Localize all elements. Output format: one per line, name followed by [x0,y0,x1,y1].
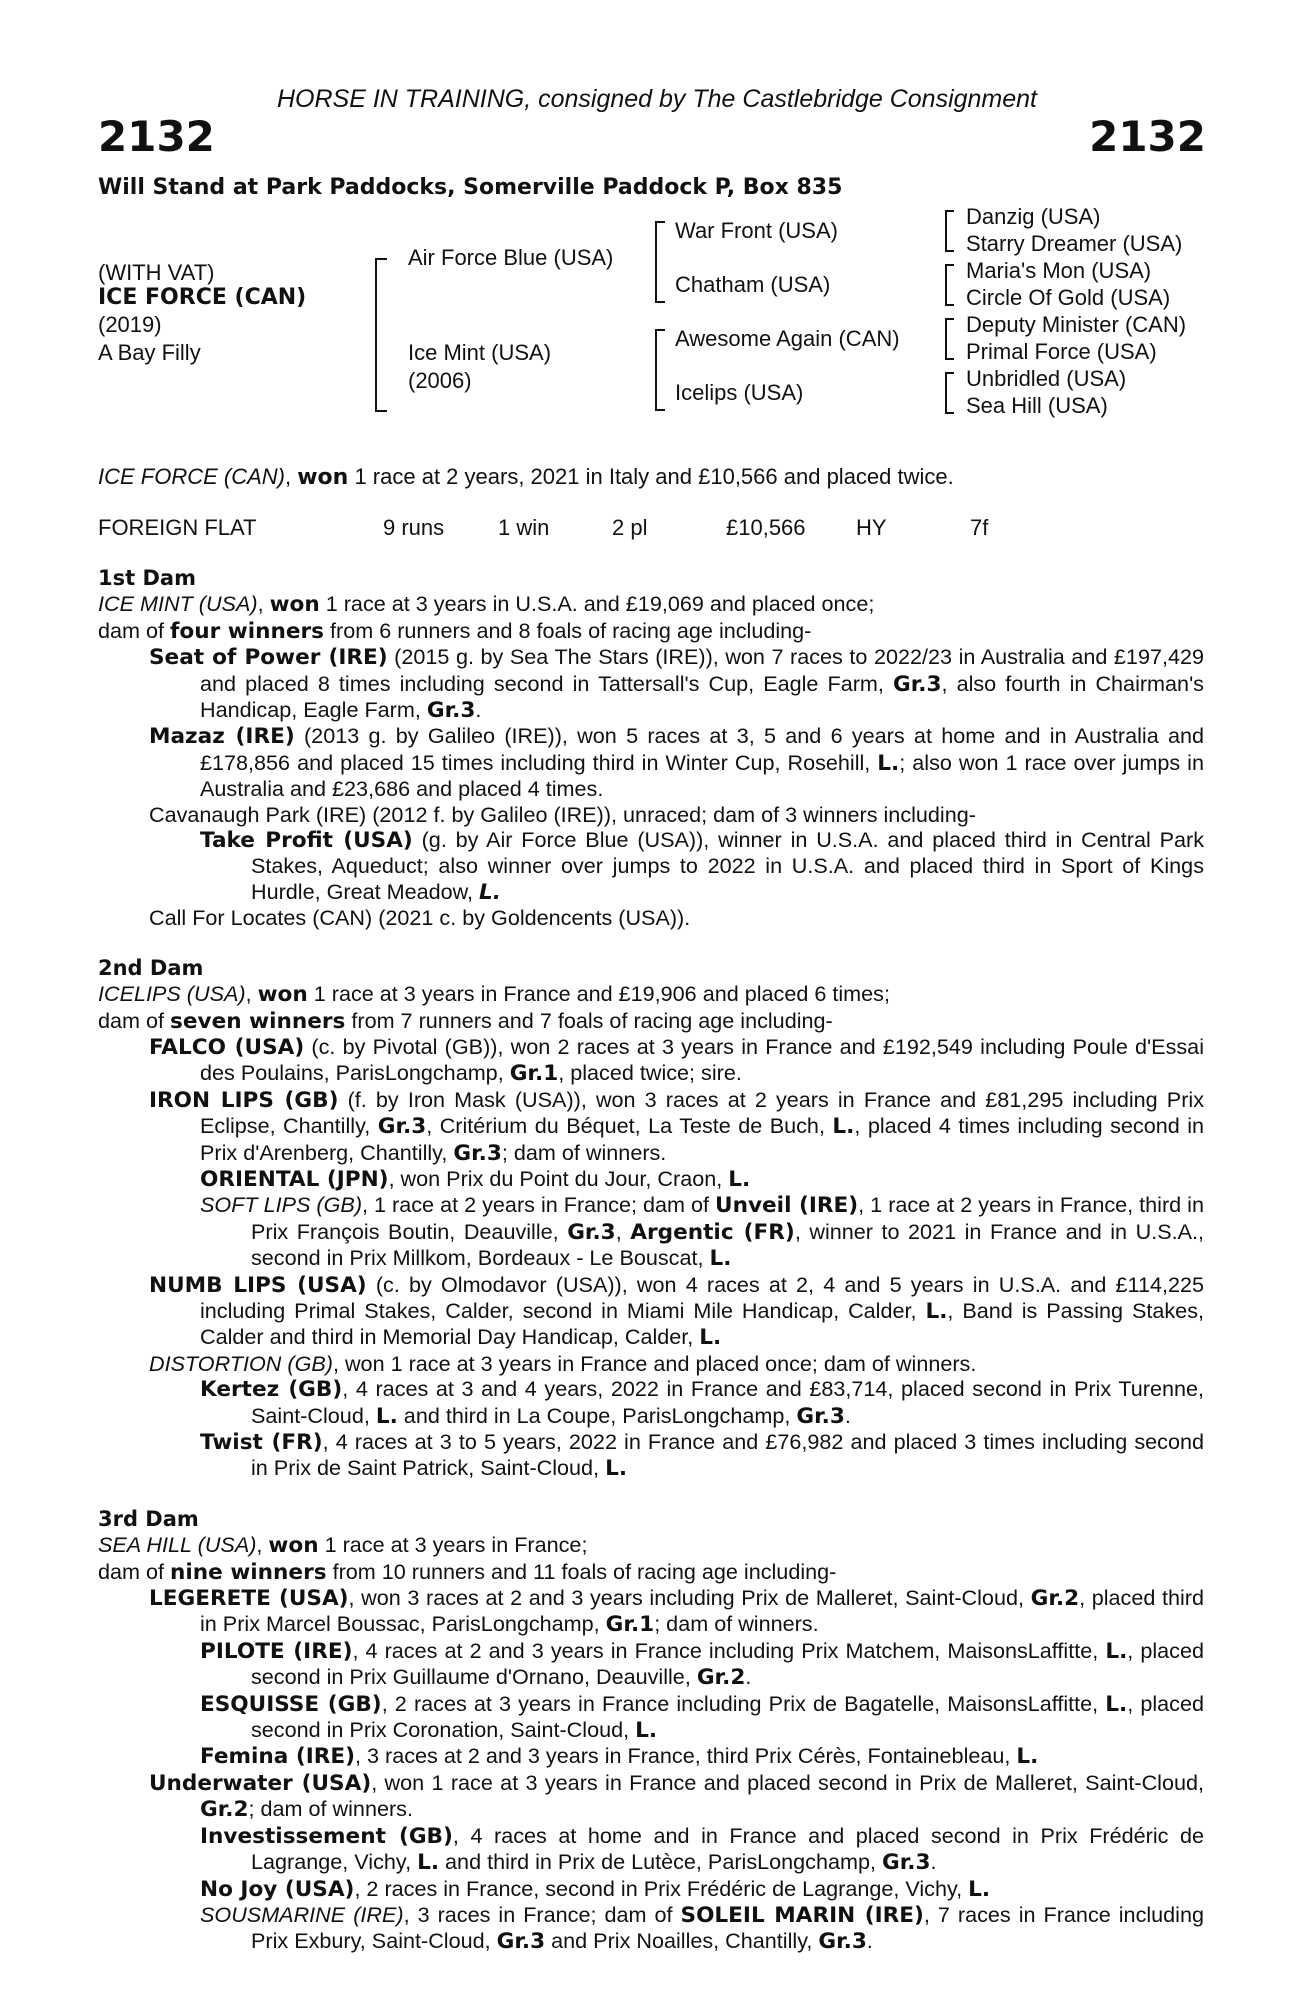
ped-sdd: Circle Of Gold (USA) [966,285,1171,310]
ped-ssd: Starry Dreamer (USA) [966,231,1183,256]
produce-entry: Underwater (USA), won 1 race at 3 years in France and placed second in Prix de Malleret, Saint-Cloud, Gr.2; dam of winners. [149,1769,1205,1823]
first-dam-heading: 1st Dam [98,566,196,590]
produce-entry: No Joy (USA), 2 races in France, second in Prix Frédéric de Lagrange, Vichy, L. [200,1875,991,1902]
produce-entry: FALCO (USA) (c. by Pivotal (GB)), won 2 races at 3 years in France and £192,549 including Poule d'Essai des Poulains, ParisLongchamp, Gr.1, placed twice; sire. [149,1033,1204,1087]
sire-sire: War Front (USA) [675,218,838,243]
race-summary: ICE FORCE (CAN), won 1 race at 2 years, 2021 in Italy and £10,566 and placed twice. [98,464,954,490]
produce-entry: SOUSMARINE (IRE), 3 races in France; dam of SOLEIL MARIN (IRE), 7 races in France including Prix Exbury, Saint-Cloud, Gr.3 and Prix Noailles, Chantilly, Gr.3. [200,1901,1204,1955]
produce-entry: Take Profit (USA) (g. by Air Force Blue (USA)), winner in U.S.A. and placed third in Central Park Stakes, Aqueduct; also winner over jumps to 2022 in U.S.A. and placed third in Sport of Kings Hurdle, Great Meadow, L. [200,827,1204,905]
second-dam-heading: 2nd Dam [98,955,204,980]
produce-entry: Kertez (GB), 4 races at 3 and 4 years, 2022 in France and £83,714, placed second in Prix Turenne, Saint-Cloud, L. and third in La Coupe, ParisLongchamp, Gr.3. [200,1376,1205,1429]
stat-going: HY [856,515,887,540]
produce-entry: SOFT LIPS (GB), 1 race at 2 years in France; dam of Unveil (IRE), 1 race at 2 years in France, third in Prix François Boutin, Deauville, Gr.3, Argentic (FR), winner to 2021 in France and in U.S.A., second in Prix Millkom, Bordeaux - Le Bouscat, L. [200,1192,1205,1272]
lot-number-right: 2132 [1089,112,1206,161]
brace-g4 [945,372,954,414]
first-dam-section [98,566,1204,931]
first-dam-produce: dam of four winners from 6 runners and 8 foals of racing age including- [98,617,812,644]
produce-entry: Investissement (GB), 4 races at home and in France and placed second in Prix Frédéric de Lagrange, Vichy, L. and third in Prix de Lutèce, ParisLongchamp, Gr.3. [200,1822,1204,1876]
produce-entry: DISTORTION (GB), won 1 race at 3 years in France and placed once; dam of winners. [149,1350,977,1376]
sire-brace [655,221,665,303]
brace-g1 [945,210,954,252]
third-dam-line: SEA HILL (USA), won 1 race at 3 years in France; [98,1532,588,1559]
stat-earnings: £10,566 [726,515,806,540]
produce-entry: ESQUISSE (GB), 2 races at 3 years in France including Prix de Bagatelle, MaisonsLaffitte, L., placed second in Prix Coronation, Saint-Cloud, L. [200,1690,1204,1744]
third-dam-heading: 3rd Dam [98,1506,199,1531]
sire-dam: Chatham (USA) [675,272,831,297]
stat-wins: 1 win [498,515,550,540]
produce-entry: LEGERETE (USA), won 3 races at 2 and 3 years including Prix de Malleret, Saint-Cloud, Gr.2, placed third in Prix Marcel Boussac, ParisLongchamp, Gr.1; dam of winners. [149,1585,1205,1638]
stat-runs: 9 runs [383,515,445,540]
dam-lines [98,566,1204,1955]
produce-entry: Mazaz (IRE) (2013 g. by Galileo (IRE)), won 5 races at 3, 5 and 6 years at home and in Australia and £178,856 and placed 15 times including third in Winter Cup, Rosehill, L.; also won 1 race over jumps in Australia and £23,686 and placed 4 times. [149,723,1205,802]
dam-name: Ice Mint (USA) [408,340,552,365]
stat-distance: 7f [970,515,989,540]
ped-ddd: Sea Hill (USA) [966,393,1108,418]
sire-name: Air Force Blue (USA) [408,245,614,270]
stat-category: FOREIGN FLAT [98,515,257,540]
brace-g2 [945,264,954,306]
ped-dss: Deputy Minister (CAN) [966,312,1187,337]
third-dam-section [98,1507,1204,1955]
dam-brace [655,329,665,411]
ped-dsd: Primal Force (USA) [966,339,1157,364]
vat-label: (WITH VAT) [98,260,215,285]
second-dam-produce: dam of seven winners from 7 runners and 7 foals of racing age including- [98,1007,833,1034]
produce-entry: Seat of Power (IRE) (2015 g. by Sea The Stars (IRE)), won 7 races to 2022/23 in Australia and £197,429 and placed 8 times including second in Tattersall's Cup, Eagle Farm, Gr.3, also fourth in Chairman's Handicap, Eagle Farm, Gr.3. [149,644,1204,724]
ped-sds: Maria's Mon (USA) [966,258,1152,283]
produce-entry: Call For Locates (CAN) (2021 c. by Goldencents (USA)). [149,905,691,931]
produce-entry: Femina (IRE), 3 races at 2 and 3 years in France, third Prix Cérès, Fontainebleau, L. [200,1743,1039,1770]
dam-sire: Awesome Again (CAN) [675,326,900,351]
third-dam-produce: dam of nine winners from 10 runners and 11 foals of racing age including- [98,1558,837,1585]
main-brace [375,258,387,412]
produce-entry: NUMB LIPS (USA) (c. by Olmodavor (USA)), won 4 races at 2, 4 and 5 years in U.S.A. and £114,225 including Primal Stakes, Calder, second in Miami Mile Handicap, Calder, L., Band is Passing Stakes, Calder and third in Memorial Day Handicap, Calder, L. [149,1271,1204,1351]
produce-entry: ORIENTAL (JPN), won Prix du Point du Jour, Craon, L. [200,1165,751,1192]
ped-sss: Danzig (USA) [966,204,1101,229]
produce-entry: IRON LIPS (GB) (f. by Iron Mask (USA)), won 3 races at 2 years in France and £81,295 including Prix Eclipse, Chantilly, Gr.3, Critérium du Béquet, La Teste de Buch, L., placed 4 times including second in Prix d'Arenberg, Chantilly, Gr.3; dam of winners. [149,1086,1204,1166]
brace-g3 [945,318,954,360]
second-dam-section [98,956,1204,1482]
consignment-header: HORSE IN TRAINING, consigned by The Castlebridge Consignment [276,85,1038,113]
second-dam-line: ICELIPS (USA), won 1 race at 3 years in France and £19,906 and placed 6 times; [98,981,890,1008]
produce-entry: Cavanaugh Park (IRE) (2012 f. by Galileo (IRE)), unraced; dam of 3 winners including- [149,801,976,827]
first-dam-line: ICE MINT (USA), won 1 race at 3 years in U.S.A. and £19,069 and placed once; [98,591,875,618]
ped-dds: Unbridled (USA) [966,366,1127,391]
produce-entry: PILOTE (IRE), 4 races at 2 and 3 years in France including Prix Matchem, MaisonsLaffitte, L., placed second in Prix Guillaume d'Ornano, Deauville, Gr.2. [200,1637,1204,1691]
lot-number-left: 2132 [98,112,215,161]
produce-entry: Twist (FR), 4 races at 3 to 5 years, 2022 in France and £76,982 and placed 3 times including second in Prix de Saint Patrick, Saint-Cloud, L. [200,1429,1204,1482]
stat-placed: 2 pl [612,515,648,540]
horse-year: (2019) [98,312,162,337]
stand-location: Will Stand at Park Paddocks, Somerville Paddock P, Box 835 [98,175,843,200]
dam-year: (2006) [408,368,472,393]
dam-dam: Icelips (USA) [675,380,804,405]
horse-name: ICE FORCE (CAN) [98,285,307,310]
horse-description: A Bay Filly [98,340,201,365]
